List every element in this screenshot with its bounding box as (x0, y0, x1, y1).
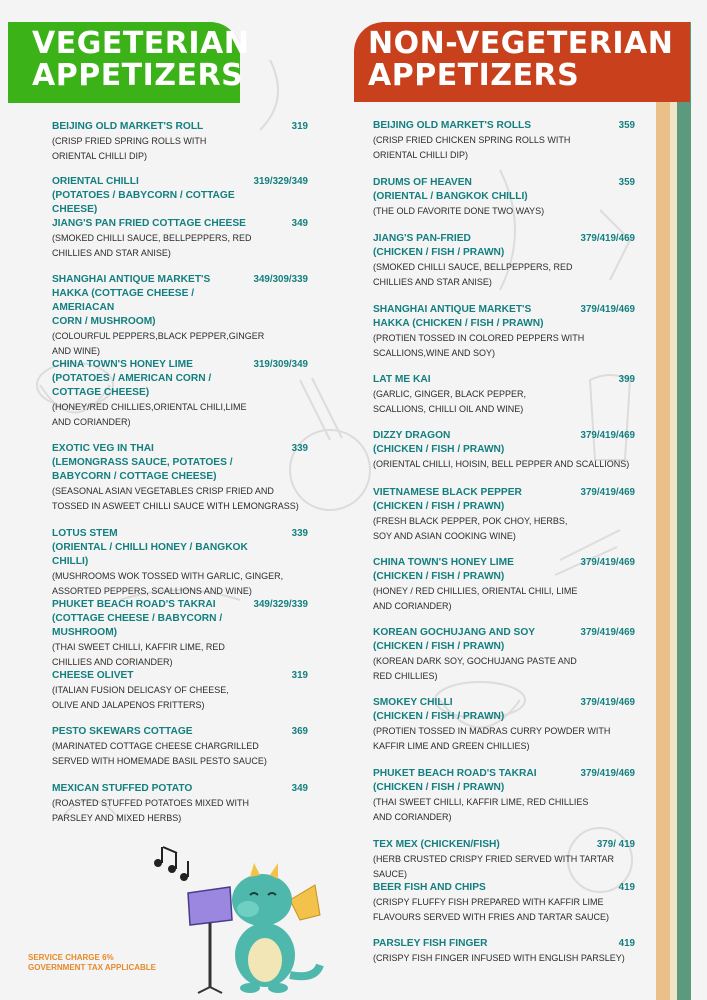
menu-item (373, 429, 635, 472)
banner-title-line: APPETIZERS (32, 57, 244, 93)
item-price: 359 (618, 120, 635, 131)
menu-item (373, 176, 635, 219)
item-name: BEIJING OLD MARKET'S ROLLS (373, 120, 532, 131)
menu-item (373, 838, 635, 881)
item-name: CHINA TOWN'S HONEY LIME (POTATOES / AMERICAN CORN / COTTAGE CHEESE) (52, 359, 212, 398)
item-description: (MUSHROOMS WOK TOSSED WITH GARLIC, GINGER, ASSORTED PEPPERS, SCALLIONS AND WINE) (52, 571, 284, 596)
item-description: (ITALIAN FUSION DELICASY OF CHEESE, OLIVE AND JALAPENOS FRITTERS) (52, 685, 229, 710)
item-name: VIETNAMESE BLACK PEPPER (CHICKEN / FISH / PRAWN) (373, 487, 522, 512)
item-price: 379/419/469 (580, 487, 635, 498)
item-price: 359 (618, 177, 635, 188)
item-description: (COLOURFUL PEPPERS,BLACK PEPPER,GINGER AND WINE) (52, 331, 265, 356)
menu-item (373, 696, 635, 753)
dragon-icon (232, 863, 320, 993)
item-price: 339 (291, 443, 308, 454)
item-name: PHUKET BEACH ROAD'S TAKRAI (CHICKEN / FISH / PRAWN) (373, 768, 537, 793)
menu-item (373, 937, 635, 966)
menu-item (373, 119, 635, 162)
banner-title-line: NON-VEGETERIAN (368, 26, 674, 61)
item-price: 419 (618, 938, 635, 949)
item-price: 379/419/469 (580, 627, 635, 638)
item-name: SHANGHAI ANTIQUE MARKET'S HAKKA (COTTAGE CHEESE / AMERIACAN CORN / MUSHROOM) (52, 274, 211, 327)
music-stand-icon (188, 887, 232, 993)
menu-item (52, 725, 308, 768)
item-name: EXOTIC VEG IN THAI (LEMONGRASS SAUCE, POTATOES / BABYCORN / COTTAGE CHEESE) (52, 443, 233, 482)
item-name: CHINA TOWN'S HONEY LIME (CHICKEN / FISH / PRAWN) (373, 557, 514, 582)
service-charge-note (28, 953, 156, 973)
item-name: CHEESE OLIVET (52, 670, 134, 681)
item-description: (SMOKED CHILLI SAUCE, BELLPEPPERS, RED CHILLIES AND STAR ANISE) (52, 233, 252, 258)
decorative-stripe (670, 22, 677, 1000)
item-name: PARSLEY FISH FINGER (373, 938, 488, 949)
item-description: (THE OLD FAVORITE DONE TWO WAYS) (373, 206, 545, 216)
item-name: SMOKEY CHILLI (CHICKEN / FISH / PRAWN) (373, 697, 505, 722)
item-price: 319/309/349 (253, 359, 308, 370)
item-name: MEXICAN STUFFED POTATO (52, 783, 193, 794)
banner-title-line: APPETIZERS (368, 57, 580, 93)
item-price: 379/419/469 (580, 697, 635, 708)
decorative-stripe (677, 22, 691, 1000)
item-price: 379/419/469 (580, 304, 635, 315)
menu-item (52, 175, 308, 217)
item-description: (HERB CRUSTED CRISPY FRIED SERVED WITH TARTAR SAUCE) (373, 854, 615, 879)
menu-item (373, 767, 635, 824)
banner-title-line: VEGETERIAN (32, 26, 250, 61)
item-description: (THAI SWEET CHILLI, KAFFIR LIME, RED CHILLIES AND CORIANDER) (52, 642, 225, 667)
item-price: 379/419/469 (580, 233, 635, 244)
dragon-illustration (150, 845, 330, 995)
item-price: 319 (291, 121, 308, 132)
item-description: (KOREAN DARK SOY, GOCHUJANG PASTE AND RED CHILLIES) (373, 656, 577, 681)
item-description: (CRISPY FLUFFY FISH PREPARED WITH KAFFIR LIME FLAVOURS SERVED WITH FRIES AND TARTAR SAUCE) (373, 897, 610, 922)
item-name: DRUMS OF HEAVEN (ORIENTAL / BANGKOK CHILLI) (373, 177, 528, 202)
item-description: (MARINATED COTTAGE CHEESE CHARGRILLED SERVED WITH HOMEMADE BASIL PESTO SAUCE) (52, 741, 267, 766)
decorative-stripe (656, 22, 670, 1000)
item-name: LOTUS STEM (ORIENTAL / CHILLI HONEY / BANGKOK CHILLI) (52, 528, 248, 567)
item-price: 379/ 419 (596, 839, 635, 850)
item-description: (CRISPY FISH FINGER INFUSED WITH ENGLISH PARSLEY) (373, 953, 625, 963)
menu-item (373, 556, 635, 613)
item-name: TEX MEX (CHICKEN/FISH) (373, 839, 500, 850)
menu-item (373, 486, 635, 543)
item-price: 349/329/339 (253, 599, 308, 610)
item-price: 349 (291, 218, 308, 229)
item-name: BEIJING OLD MARKET'S ROLL (52, 121, 204, 132)
item-price: 319/329/349 (253, 176, 308, 187)
item-name: PESTO SKEWARS COTTAGE (52, 726, 193, 737)
item-description: (HONEY / RED CHILLIES, ORIENTAL CHILI, LIME AND CORIANDER) (373, 586, 578, 611)
item-name: LAT ME KAI (373, 374, 431, 385)
item-price: 349 (291, 783, 308, 794)
menu-item (373, 373, 635, 416)
item-description: (PROTIEN TOSSED IN MADRAS CURRY POWDER WITH KAFFIR LIME AND GREEN CHILLIES) (373, 726, 611, 751)
item-price: 419 (618, 882, 635, 893)
item-description: (FRESH BLACK PEPPER, POK CHOY, HERBS, SOY AND ASIAN COOKING WINE) (373, 516, 568, 541)
menu-item (373, 626, 635, 683)
item-description: (ORIENTAL CHILLI, HOISIN, BELL PEPPER AND SCALLIONS) (373, 459, 630, 469)
item-price: 379/419/469 (580, 430, 635, 441)
item-description: (THAI SWEET CHILLI, KAFFIR LIME, RED CHILLIES AND CORIANDER) (373, 797, 589, 822)
item-description: (SMOKED CHILLI SAUCE, BELLPEPPERS, RED CHILLIES AND STAR ANISE) (373, 262, 573, 287)
music-notes-icon (154, 847, 189, 881)
menu-item (52, 358, 308, 429)
menu-item (52, 669, 308, 712)
footnote-line: GOVERNMENT TAX APPLICABLE (28, 963, 157, 972)
menu-item (52, 120, 308, 163)
item-name: BEER FISH AND CHIPS (373, 882, 486, 893)
item-name: PHUKET BEACH ROAD'S TAKRAI (COTTAGE CHEESE / BABYCORN / MUSHROOM) (52, 599, 223, 638)
item-description: (GARLIC, GINGER, BLACK PEPPER, SCALLIONS, CHILLI OIL AND WINE) (373, 389, 527, 414)
item-description: (ROASTED STUFFED POTATOES MIXED WITH PARSLEY AND MIXED HERBS) (52, 798, 250, 823)
item-description: (CRISP FRIED CHICKEN SPRING ROLLS WITH ORIENTAL CHILLI DIP) (373, 135, 571, 160)
footnote-line: SERVICE CHARGE 6% (28, 953, 114, 962)
item-price: 319 (291, 670, 308, 681)
menu-item (52, 273, 308, 358)
item-description: (CRISP FRIED SPRING ROLLS WITH ORIENTAL CHILLI DIP) (52, 136, 207, 161)
nonveg-appetizers-banner (354, 22, 690, 102)
item-name: KOREAN GOCHUJANG AND SOY (CHICKEN / FISH / PRAWN) (373, 627, 536, 652)
item-description: (HONEY/RED CHILLIES,ORIENTAL CHILI,LIME AND CORIANDER) (52, 402, 247, 427)
item-name: ORIENTAL CHILLI (POTATOES / BABYCORN / COTTAGE CHEESE) (52, 176, 235, 215)
menu-item (373, 232, 635, 289)
menu-item (52, 598, 308, 669)
menu-item (373, 881, 635, 924)
menu-item (52, 442, 308, 513)
item-price: 349/309/339 (253, 274, 308, 285)
item-price: 399 (618, 374, 635, 385)
veg-appetizers-banner (8, 22, 250, 103)
menu-item (373, 303, 635, 360)
item-name: SHANGHAI ANTIQUE MARKET'S HAKKA (CHICKEN / FISH / PRAWN) (373, 304, 544, 329)
item-price: 379/419/469 (580, 768, 635, 779)
item-name: JIANG'S PAN-FRIED (CHICKEN / FISH / PRAWN) (373, 233, 505, 258)
menu-item (52, 782, 308, 825)
menu-item (52, 217, 308, 260)
item-price: 369 (291, 726, 308, 737)
item-name: JIANG'S PAN FRIED COTTAGE CHEESE (52, 218, 246, 229)
menu-item (52, 527, 308, 598)
item-price: 379/419/469 (580, 557, 635, 568)
item-price: 339 (291, 528, 308, 539)
item-name: DIZZY DRAGON (CHICKEN / FISH / PRAWN) (373, 430, 505, 455)
item-description: (PROTIEN TOSSED IN COLORED PEPPERS WITH SCALLIONS,WINE AND SOY) (373, 333, 585, 358)
item-description: (SEASONAL ASIAN VEGETABLES CRISP FRIED AND TOSSED IN ASWEET CHILLI SAUCE WITH LEMONGRASS) (52, 486, 299, 511)
